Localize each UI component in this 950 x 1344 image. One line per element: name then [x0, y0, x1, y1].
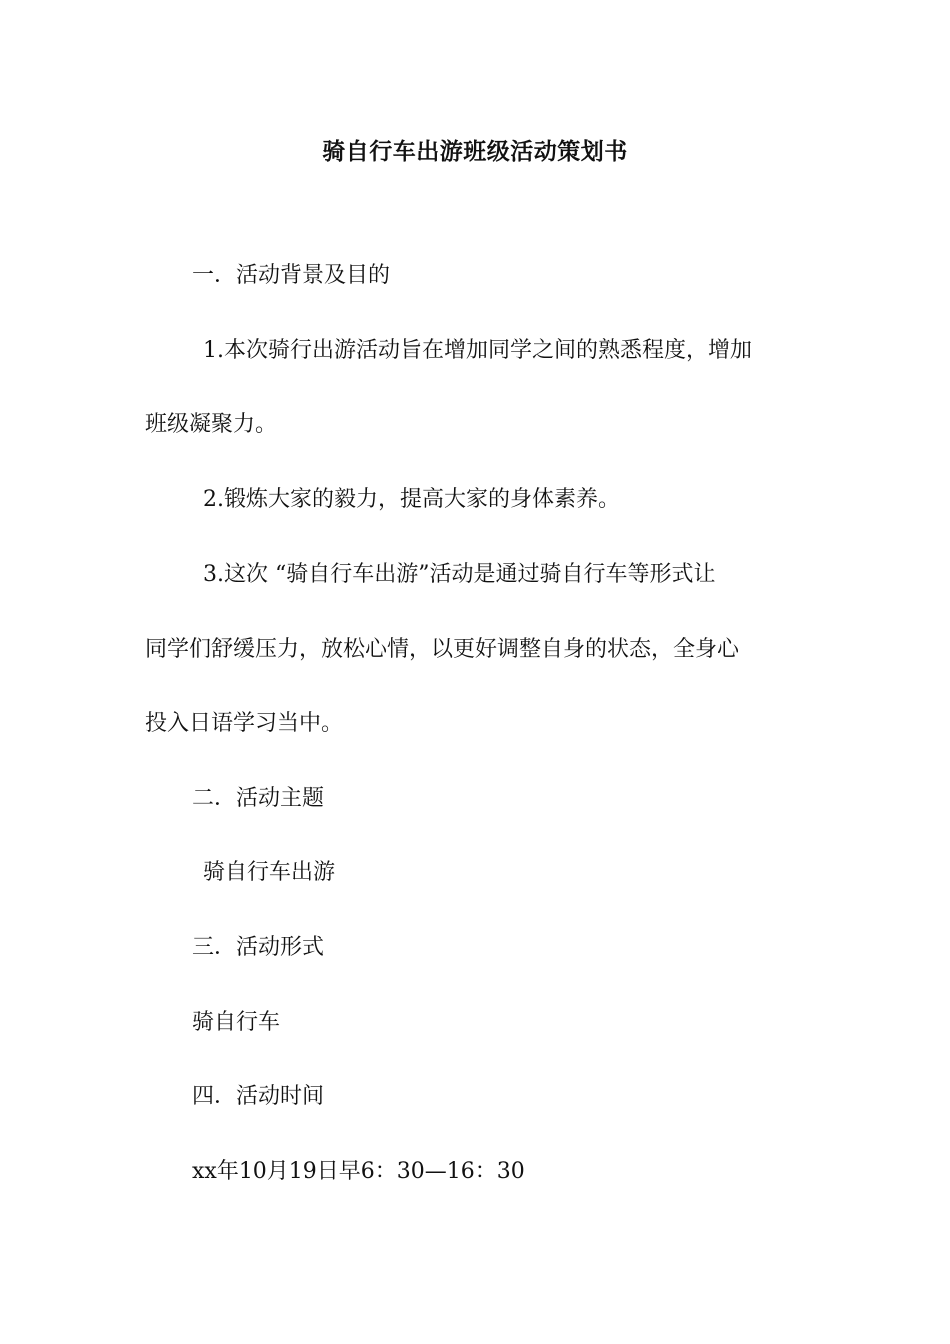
paragraph-line: 投入日语学习当中。: [145, 711, 344, 736]
paragraph-line: 骑自行车出游: [203, 860, 336, 885]
paragraph-line: 2.锻炼大家的毅力，提高大家的身体素养。: [203, 487, 620, 512]
paragraph-line: 班级凝聚力。: [145, 412, 278, 437]
paragraph-line: 1.本次骑行出游活动旨在增加同学之间的熟悉程度，增加: [203, 338, 752, 363]
paragraph-line: 3.这次 “骑自行车出游”活动是通过骑自行车等形式让: [203, 562, 716, 587]
document-title: 骑自行车出游班级活动策划书: [322, 138, 628, 165]
paragraph-line: 骑自行车: [192, 1010, 281, 1035]
section-heading-theme: 二．活动主题: [192, 786, 325, 811]
section-heading-form: 三．活动形式: [192, 935, 325, 960]
section-heading-background: 一．活动背景及目的: [192, 263, 391, 288]
paragraph-line: xx年10月19日早6：30—16：30: [192, 1159, 525, 1184]
section-heading-time: 四．活动时间: [192, 1084, 325, 1109]
paragraph-line: 同学们舒缓压力，放松心情，以更好调整自身的状态，全身心: [145, 637, 740, 662]
